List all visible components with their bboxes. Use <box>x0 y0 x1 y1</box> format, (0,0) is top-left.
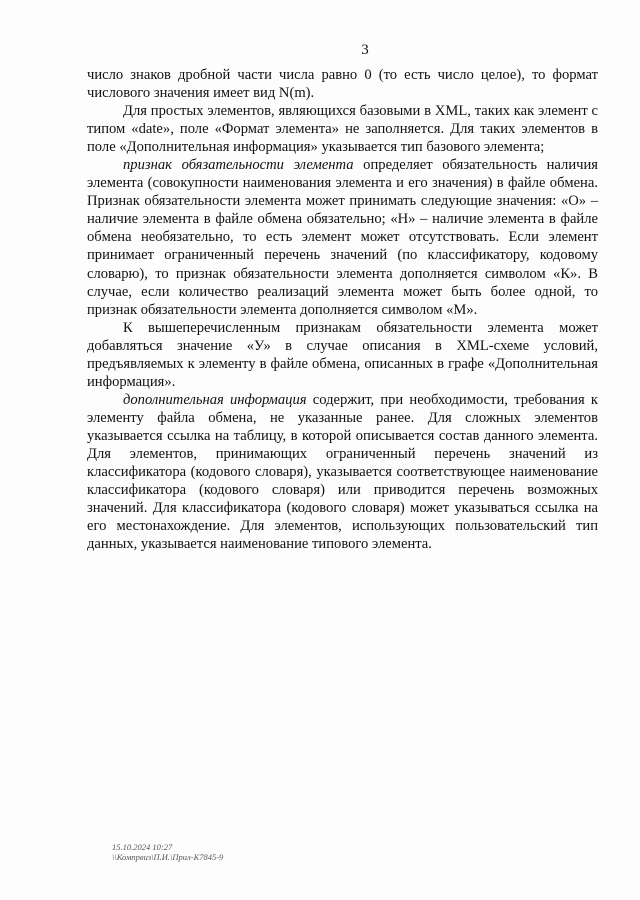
paragraph-additional-info <box>87 391 598 553</box>
footer-file-path: \\Компрвиз\П.И.\Прил-К7845-9 <box>112 852 224 862</box>
paragraph-simple-elements: Для простых элементов, являющихся базовыми в XML, таких как элемент с типом «date», поле «Формат элемента» не заполняется. Для таких элементов в поле «Дополнительная информация» указывается тип базового элемента; <box>87 103 598 156</box>
term-additional-info: дополнительная информация <box>123 391 307 408</box>
paragraph-mandatory-attribute <box>87 156 598 318</box>
paragraph-mandatory-attribute-text: определяет обязательность наличия элемента (совокупности наименования элемента и его значения) в файле обмена. Признак обязательности элемента может принимать следующие значения: «О» – наличие элемента в файле обмена обязательно; «Н» – наличие элемента в файле обмена необязательно, то есть элемент может отсутствовать. Если элемент принимает ограниченный перечень значений (по классификатору, кодовому словарю), то признак обязательности элемента дополняется символом «К». В случае, если количество реализаций элемента может быть более одной, то признак обязательности элемента дополняется символом «М». <box>87 157 598 318</box>
paragraph-additional-info-text: содержит, при необходимости, требования к элементу файла обмена, не указанные ранее. Для сложных элементов указывается ссылка на таблицу, в которой описывается состав данного элемента. Для элементов, принимающих ограниченный перечень значений из классификатора (кодового словаря), указывается соответствующее наименование классификатора (кодового словаря) или приводится перечень возможных значений. Для классификатора (кодового словаря) может указываться ссылка на его местонахождение. Для элементов, использующих пользовательский тип данных, указывается наименование типового элемента. <box>87 391 598 553</box>
page-number: 3 <box>361 42 369 58</box>
paragraph-condition-value: К вышеперечисленным признакам обязательности элемента может добавляться значение «У» в случае описания в XML-схеме условий, предъявляемых к элементу в файле обмена, описанных в графе «Дополнительная информация». <box>87 319 598 390</box>
paragraph-continuation: число знаков дробной части числа равно 0 (то есть число целое), то формат числового значения имеет вид N(m). <box>87 67 598 102</box>
footer-stamp <box>112 842 223 862</box>
document-body <box>87 66 598 553</box>
footer-timestamp: 15.10.2024 10:27 <box>112 842 173 852</box>
term-mandatory-attribute: признак обязательности элемента <box>123 157 354 174</box>
